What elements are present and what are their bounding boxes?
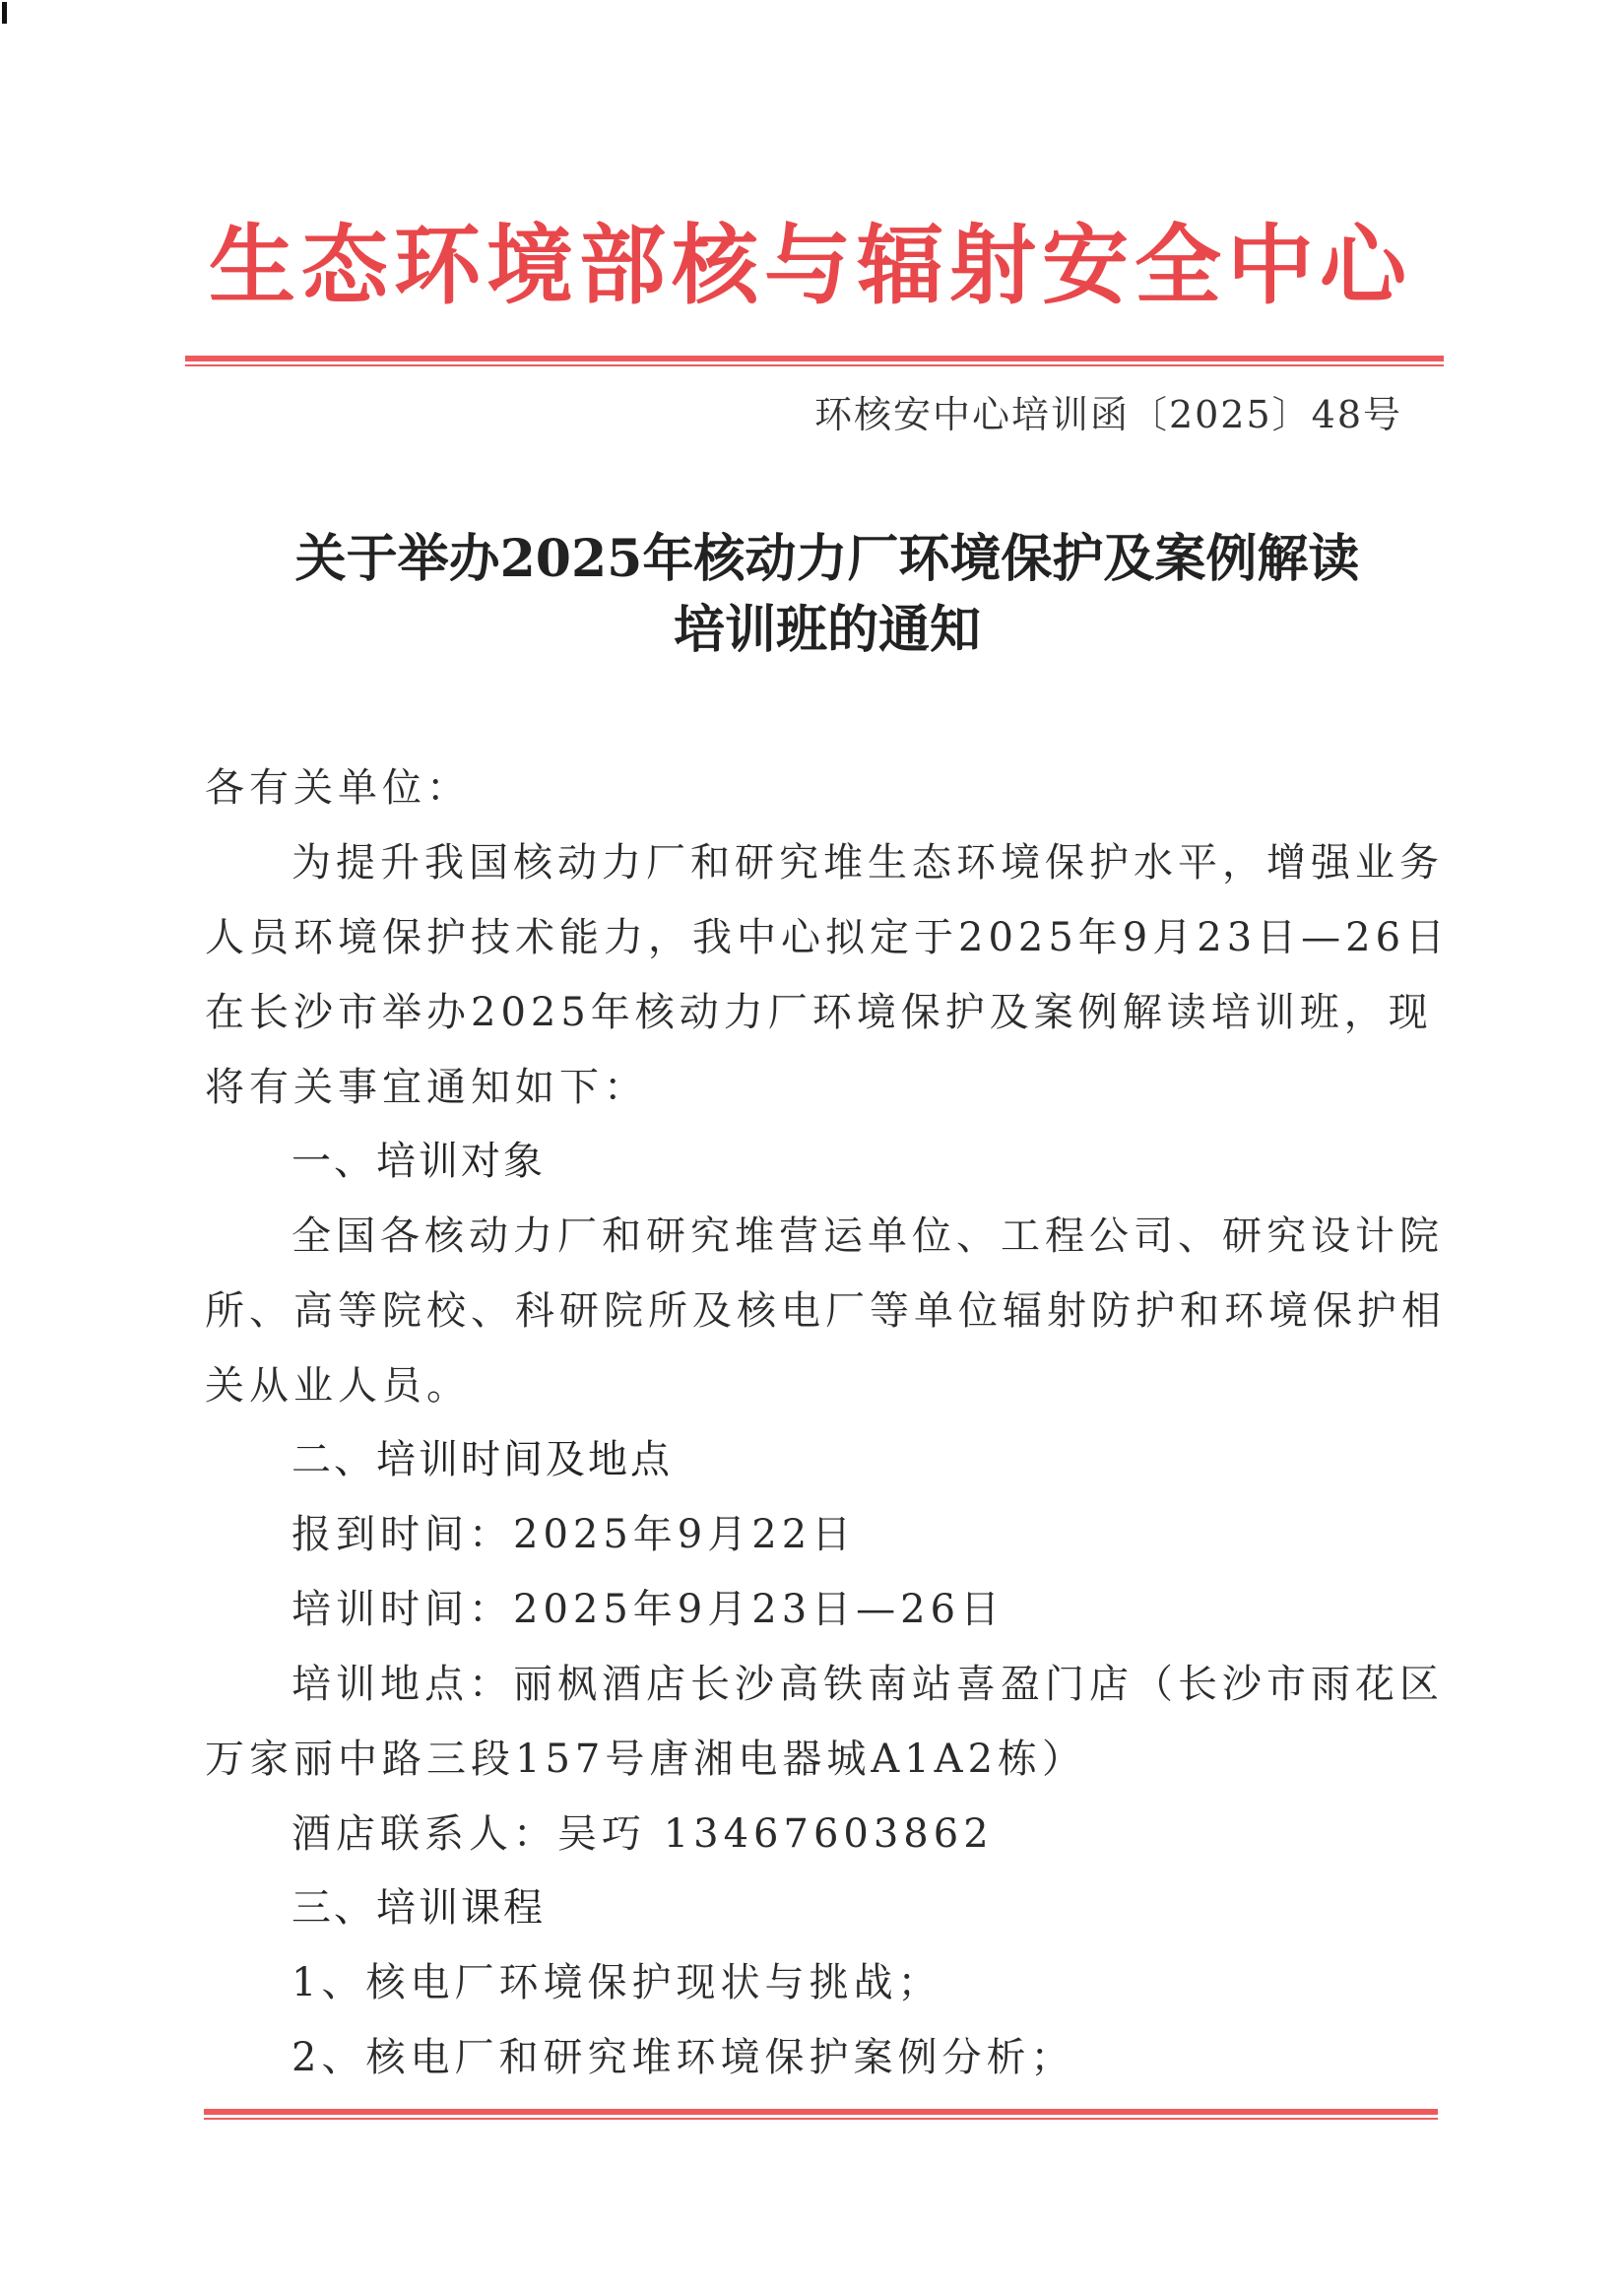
hotel-contact: 酒店联系人：吴巧 13467603862 xyxy=(292,1811,994,1857)
training-time: 培训时间：2025年9月23日—26日 xyxy=(292,1587,1005,1632)
header-red-rule xyxy=(185,356,1444,369)
location-line-2: 万家丽中路三段157号唐湘电器城A1A2栋） xyxy=(205,1737,1087,1782)
salutation: 各有关单位： xyxy=(205,765,471,811)
document-title xyxy=(148,524,1507,666)
scan-edge-mark xyxy=(2,2,7,24)
course-item-2: 2、核电厂和研究堆环境保护案例分析； xyxy=(292,2035,1075,2080)
participants-line-3: 关从业人员。 xyxy=(205,1363,471,1409)
checkin-time: 报到时间：2025年9月22日 xyxy=(292,1512,857,1557)
section-heading-time-location: 二、培训时间及地点 xyxy=(292,1437,673,1482)
footer-rule-thin xyxy=(204,2118,1438,2120)
footer-rule-thick xyxy=(204,2109,1438,2115)
intro-line-4: 将有关事宜通知如下： xyxy=(205,1065,648,1110)
footer-red-rule xyxy=(204,2109,1438,2123)
section-heading-courses: 三、培训课程 xyxy=(292,1885,546,1931)
location-line-1: 培训地点：丽枫酒店长沙高铁南站喜盈门店（长沙市雨花区 xyxy=(292,1662,1444,1707)
title-line-2: 培训班的通知 xyxy=(673,600,981,660)
header-rule-thin xyxy=(185,364,1444,366)
section-heading-participants: 一、培训对象 xyxy=(292,1139,546,1184)
document-number: 环核安中心培训函〔2025〕48号 xyxy=(813,393,1402,436)
intro-line-3: 在长沙市举办2025年核动力厂环境保护及案例解读培训班，现 xyxy=(205,990,1433,1035)
intro-line-1: 为提升我国核动力厂和研究堆生态环境保护水平，增强业务 xyxy=(292,840,1444,886)
participants-line-2: 所、高等院校、科研院所及核电厂等单位辐射防护和环境保护相 xyxy=(205,1288,1446,1334)
course-item-1: 1、核电厂环境保护现状与挑战； xyxy=(292,1960,942,2005)
organization-header: 生态环境部核与辐射安全中心 xyxy=(208,215,1412,316)
title-line-1: 关于举办2025年核动力厂环境保护及案例解读 xyxy=(294,529,1360,589)
header-rule-thick xyxy=(185,356,1444,361)
intro-line-2: 人员环境保护技术能力，我中心拟定于2025年9月23日—26日 xyxy=(205,915,1451,960)
participants-line-1: 全国各核动力厂和研究堆营运单位、工程公司、研究设计院 xyxy=(292,1214,1444,1259)
